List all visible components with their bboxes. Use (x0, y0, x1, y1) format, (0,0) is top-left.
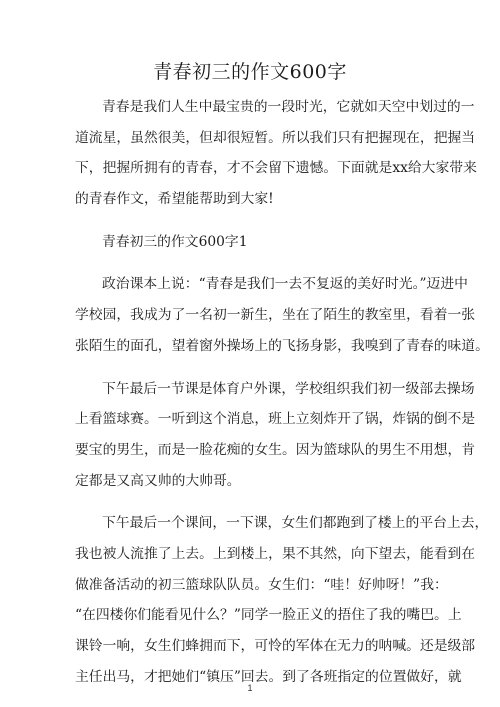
text-line: 下，把握所拥有的青春，才不会留下遗憾。下面就是xx给大家带来 (75, 160, 477, 177)
text-line: 张陌生的面孔，望着窗外操场上的飞扬身影，我嗅到了青春的味道。 (75, 337, 489, 354)
text-line: 学校园，我成为了一名初一新生，坐在了陌生的教室里，看着一张 (75, 307, 476, 324)
text-line: 定都是又高又帅的大帅哥。 (75, 472, 241, 489)
text-line: 道流星，虽然很美，但却很短暂。所以我们只有把握现在，把握当 (75, 129, 476, 146)
document-body (75, 92, 489, 704)
text-line: 下午最后一个课间，一下课，女生们都跑到了楼上的平台上去， (102, 515, 489, 532)
text-line: 我也被人流推了上去。上到楼上，果不其然，向下望去，能看到在 (75, 545, 476, 562)
text-line: 课铃一响，女生们蜂拥而下，可怜的军体在无力的呐喊。还是级部 (75, 638, 476, 654)
text-line: 政治课本上说：“青春是我们一去不复返的美好时光。”迈进中 (102, 276, 468, 293)
paragraph-intro (75, 92, 477, 215)
text-line: 青春初三的作文600字1 (102, 233, 248, 250)
text-line: “在四楼你们能看见什么？”同学一脸正义的捂住了我的嘴巴。上 (75, 607, 462, 624)
text-line: 下午最后一节课是体育户外课，学校组织我们初一级部去操场 (102, 380, 475, 397)
document-title: 青春初三的作文600字 (153, 61, 347, 83)
paragraph-body (75, 269, 489, 361)
text-line: 的青春作文，希望能帮助到大家! (75, 191, 274, 208)
paragraph-body (75, 374, 476, 497)
paragraph-body (75, 508, 489, 692)
text-line: 主任出马，才把她们“镇压”回去。到了各班指定的位置做好，就 (75, 668, 462, 685)
text-line: 上看篮球赛。一听到这个消息，班上立刻炸开了锅，炸锅的倒不是 (75, 411, 476, 428)
text-line: 要宝的男生，而是一脸花痴的女生。因为篮球队的男生不用想，肯 (75, 441, 476, 458)
text-line: 青春是我们人生中最宝贵的一段时光，它就如天空中划过的一 (102, 99, 475, 115)
text-line: 做准备活动的初三篮球队队员。女生们：“哇！好帅呀！”我： (75, 576, 448, 593)
paragraph-subtitle (75, 227, 437, 258)
page-number: 1 (247, 683, 253, 693)
